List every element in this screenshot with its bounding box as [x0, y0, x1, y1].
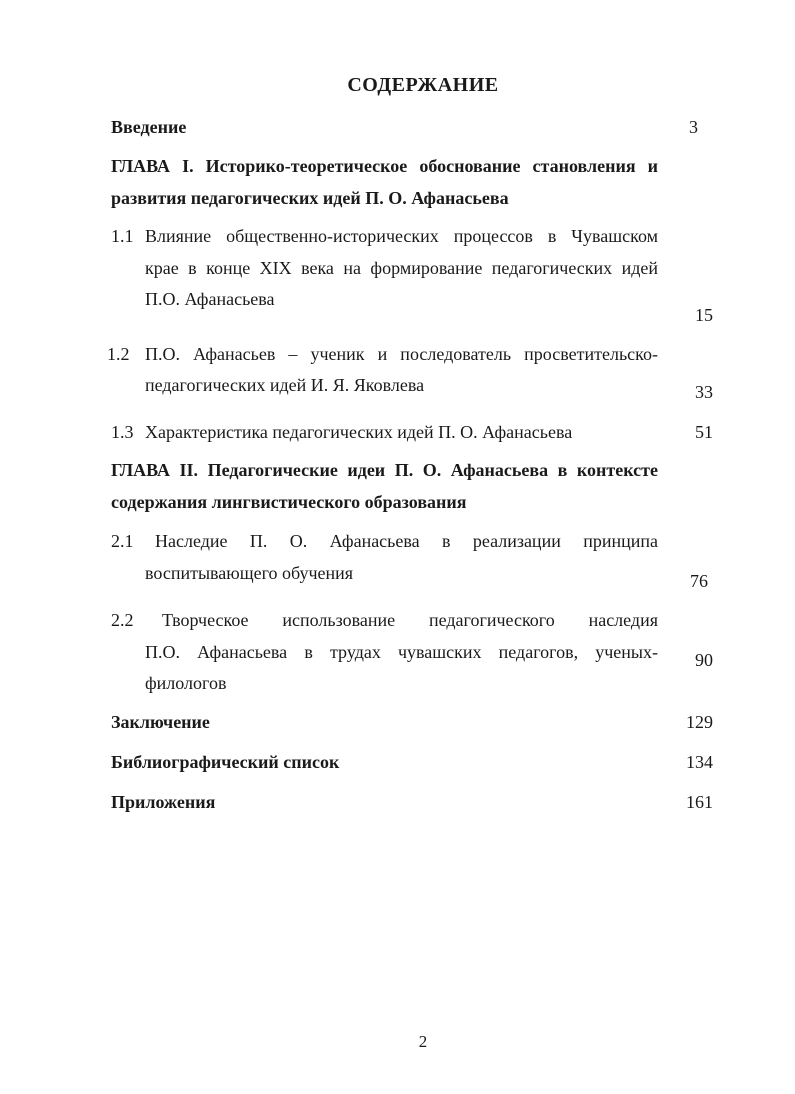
toc-chapter-2-line-1: ГЛАВА II. Педагогические идеи П. О. Афанасьева в контексте: [111, 460, 658, 480]
toc-section-2-2-line-3: филологов: [145, 673, 227, 693]
toc-section-1-1-line-2: крае в конце XIX века на формирование педагогических идей: [145, 258, 658, 278]
toc-page-section-1-1: 15: [695, 305, 713, 325]
toc-chapter-2-line-2: содержания лингвистического образования: [111, 492, 467, 512]
toc-section-1-2-line-1: П.О. Афанасьев – ученик и последователь просветительско-: [145, 344, 658, 364]
toc-section-number: 2.1: [111, 531, 134, 551]
toc-section-2-1-line-2: воспитывающего обучения: [145, 563, 354, 583]
toc-section-1-2-line-2: педагогических идей И. Я. Яковлева: [145, 375, 425, 395]
toc-section-1-1-line-1: Влияние общественно-исторических процессов в Чувашском: [145, 226, 658, 246]
toc-section-1-1-line-3: П.О. Афанасьева: [145, 289, 275, 309]
toc-entry-bibliography: Библиографический список: [111, 752, 340, 772]
toc-section-2-2-line-1: Творческое использование педагогического наследия: [162, 610, 658, 630]
toc-entry-introduction: Введение: [111, 117, 187, 137]
toc-section-number: 1.2: [107, 344, 130, 364]
toc-page-section-1-3: 51: [695, 422, 713, 442]
toc-chapter-1-line-1: ГЛАВА I. Историко-теоретическое обоснование становления и: [111, 156, 658, 176]
toc-section-number: 1.1: [111, 226, 134, 246]
toc-page-introduction: 3: [689, 117, 698, 137]
toc-page-conclusion: 129: [686, 712, 713, 732]
toc-section-number: 1.3: [111, 422, 134, 442]
toc-page-section-2-2: 90: [695, 650, 713, 670]
page-title: СОДЕРЖАНИЕ: [347, 74, 499, 96]
toc-section-2-1-line-1: Наследие П. О. Афанасьева в реализации принципа: [155, 531, 658, 551]
toc-page-section-2-1: 76: [690, 571, 708, 591]
toc-section-2-2-line-2: П.О. Афанасьева в трудах чувашских педагогов, ученых-: [145, 642, 658, 662]
toc-entry-conclusion: Заключение: [111, 712, 210, 732]
page-number: 2: [418, 1032, 428, 1051]
toc-section-1-3-line-1: Характеристика педагогических идей П. О. Афанасьева: [145, 422, 573, 442]
toc-section-number: 2.2: [111, 610, 134, 630]
toc-page-section-1-2: 33: [695, 382, 713, 402]
toc-page-appendices: 161: [686, 792, 713, 812]
toc-entry-appendices: Приложения: [111, 792, 216, 812]
toc-page-bibliography: 134: [686, 752, 713, 772]
toc-chapter-1-line-2: развития педагогических идей П. О. Афанасьева: [111, 188, 509, 208]
